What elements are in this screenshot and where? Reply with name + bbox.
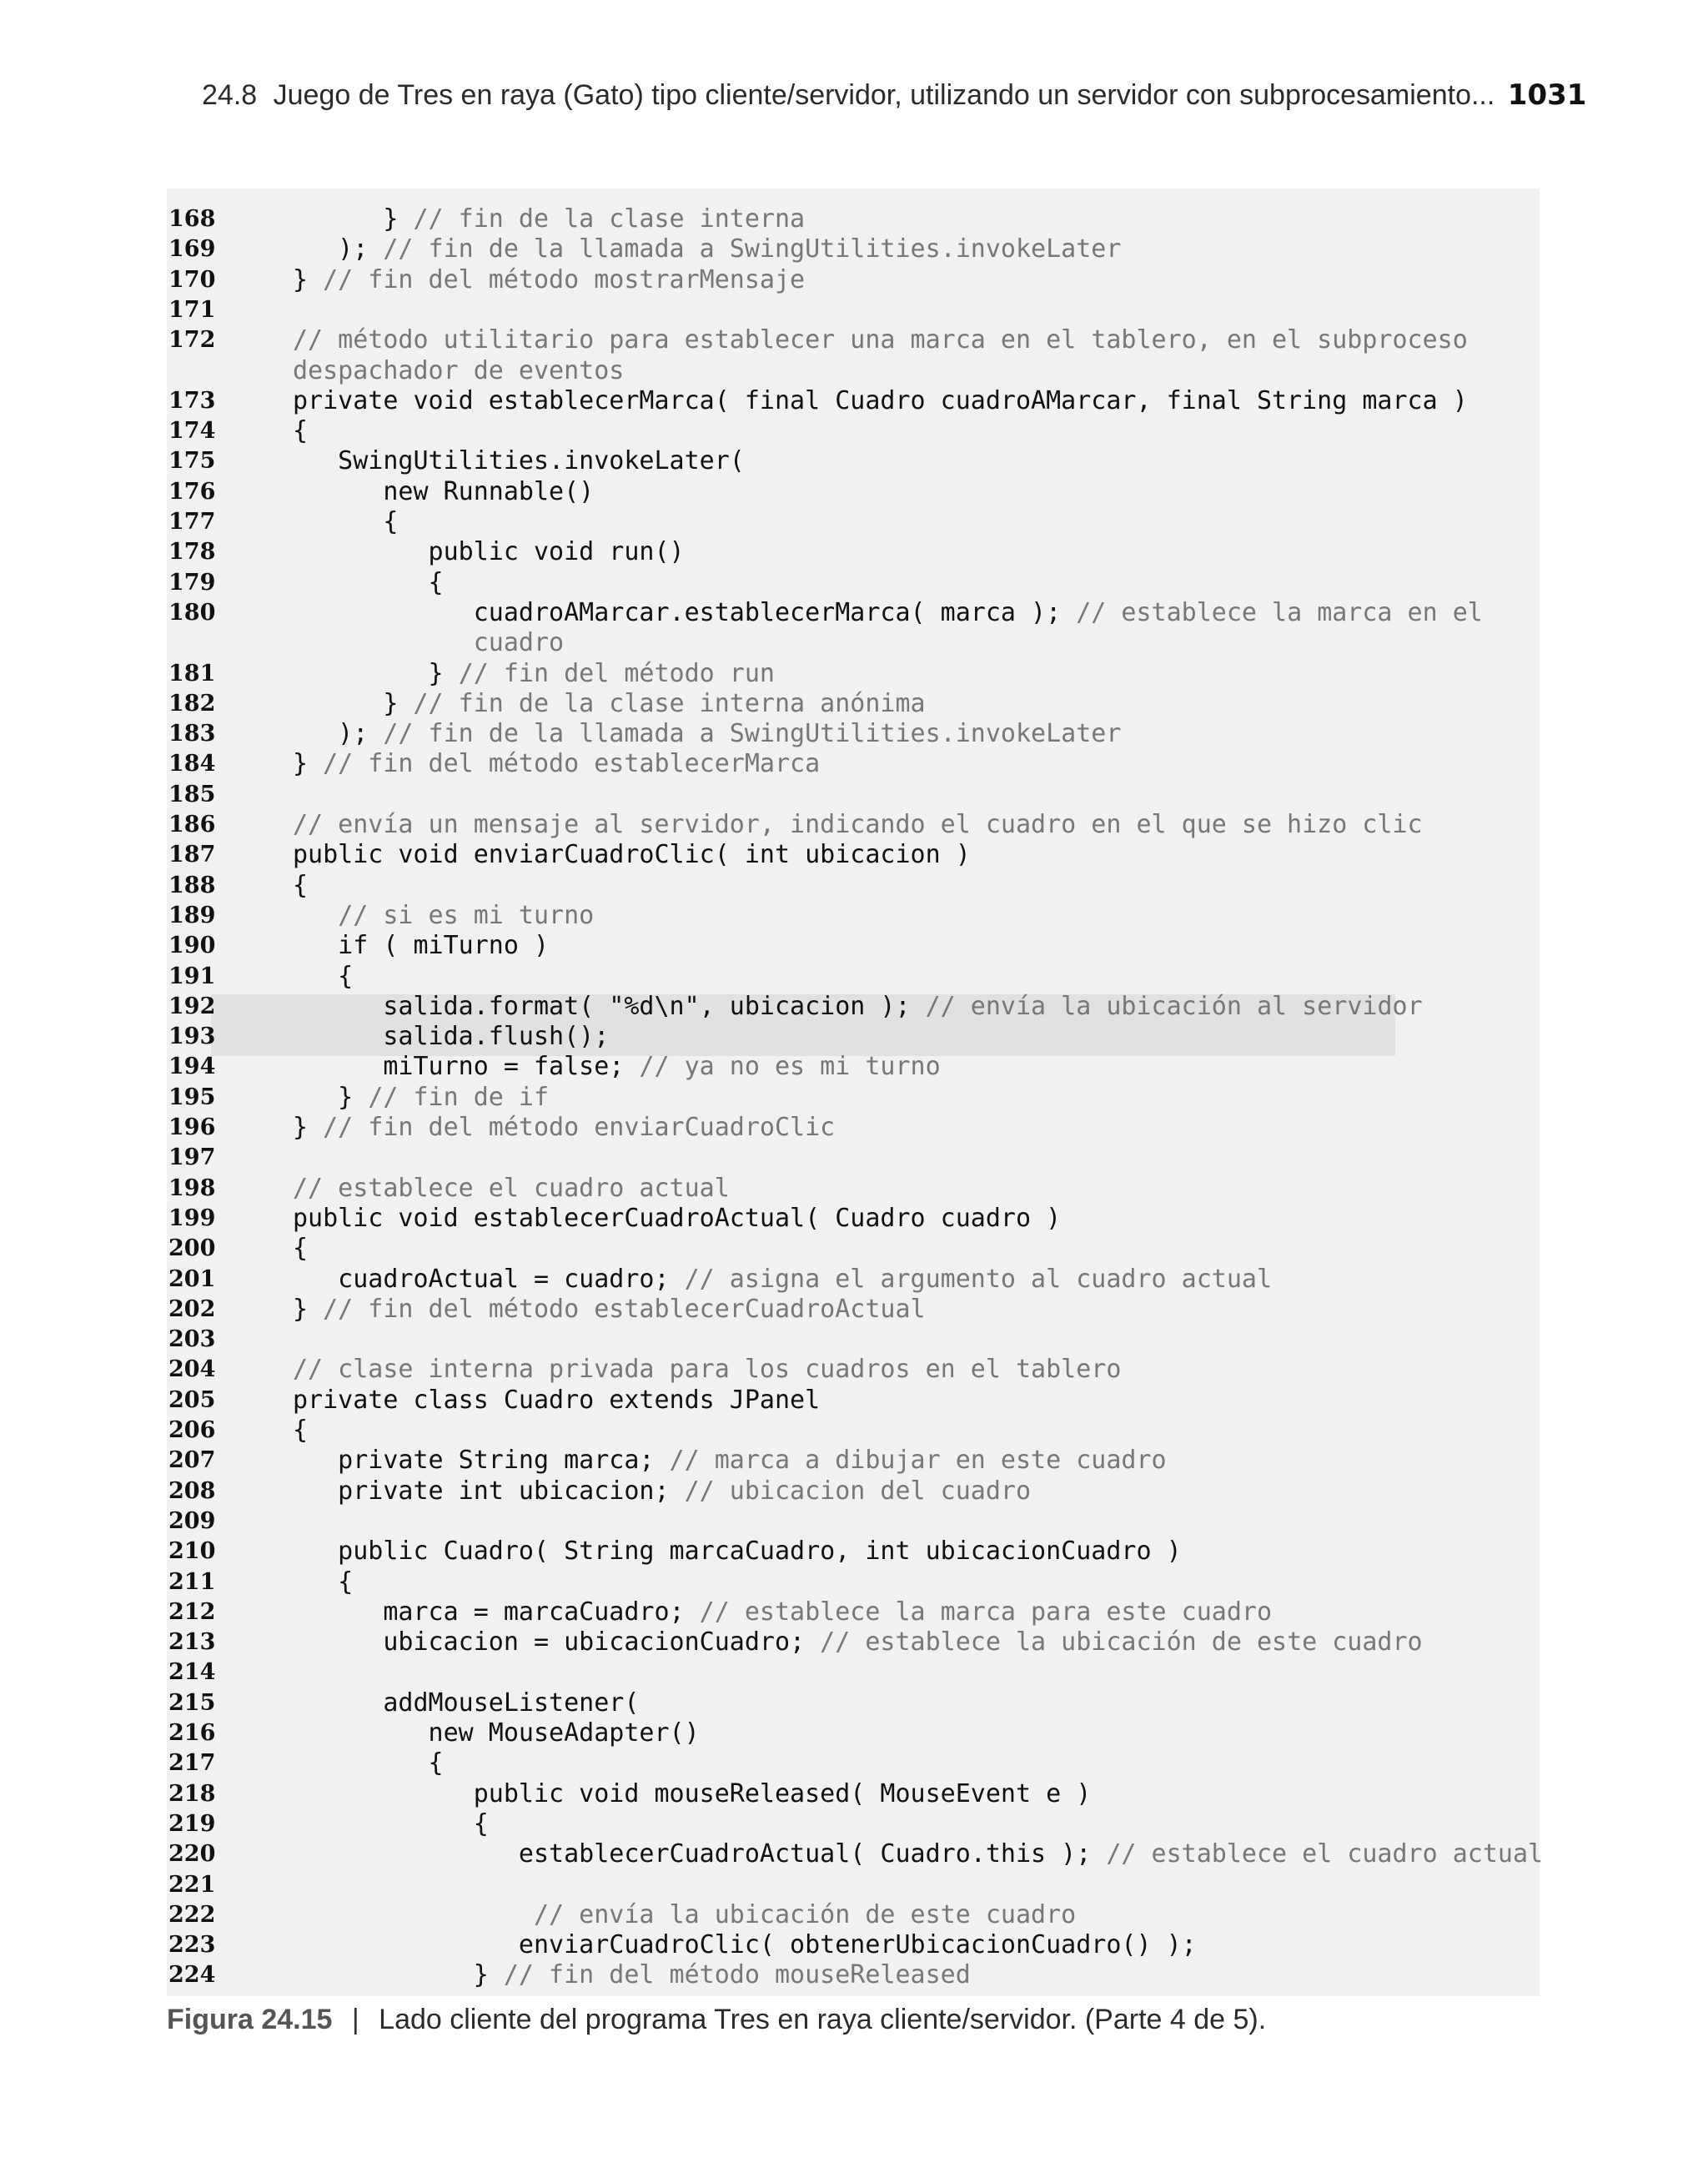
- code-text: [293, 901, 338, 930]
- code-line: [167, 1083, 1540, 1113]
- code-comment: // fin del método mostrarMensaje: [323, 264, 806, 294]
- code-line: [167, 1113, 1540, 1143]
- line-number: 186: [168, 812, 216, 837]
- code-comment: // método utilitario para establecer una marca en el tablero, en el subproceso: [293, 325, 1468, 355]
- code-line: [167, 1627, 1540, 1657]
- line-number: 206: [168, 1417, 216, 1443]
- line-number: 180: [168, 599, 216, 626]
- line-number: 204: [168, 1356, 216, 1383]
- code-text: salida.format( "%d\n", ubicacion );: [293, 991, 926, 1021]
- code-comment: // clase interna privada para los cuadros en el tablero: [293, 1355, 1122, 1385]
- code-text: establecerCuadroActual( Cuadro.this );: [293, 1839, 1107, 1869]
- code-line: [167, 1657, 1540, 1688]
- code-text: }: [293, 204, 414, 234]
- line-number: 220: [168, 1841, 216, 1868]
- code-text: addMouseListener(: [293, 1688, 640, 1718]
- line-number: 190: [168, 933, 216, 959]
- code-line: [167, 446, 1540, 476]
- line-text: [293, 689, 926, 719]
- code-text: public void run(): [293, 537, 685, 567]
- line-number: 213: [168, 1629, 216, 1656]
- line-text: [293, 749, 820, 779]
- line-text: [293, 1113, 835, 1143]
- line-text: [293, 204, 805, 234]
- code-text: public void establecerCuadroActual( Cuadro cuadro ): [293, 1203, 1062, 1233]
- line-number: 218: [168, 1780, 216, 1807]
- line-text: [293, 1476, 1031, 1506]
- code-line: [167, 780, 1540, 810]
- code-line: [167, 689, 1540, 719]
- line-text: [293, 992, 1423, 1022]
- line-text: [293, 598, 1483, 628]
- line-text: [293, 356, 624, 386]
- line-number: 201: [168, 1265, 216, 1292]
- line-number: 168: [168, 206, 216, 232]
- code-line: [167, 1234, 1540, 1264]
- code-text: }: [293, 264, 324, 294]
- code-text: enviarCuadroClic( obtenerUbicacionCuadro() );: [293, 1930, 1197, 1960]
- code-text: }: [293, 1960, 504, 1990]
- code-text: );: [293, 719, 384, 749]
- code-text: ubicacion = ubicacionCuadro;: [293, 1627, 821, 1657]
- line-number: 224: [168, 1962, 216, 1989]
- code-line: [167, 1143, 1540, 1173]
- code-text: {: [293, 1234, 309, 1264]
- line-text: [293, 628, 564, 658]
- line-number: 183: [168, 721, 216, 747]
- code-comment: // fin de if: [368, 1082, 550, 1112]
- code-line: [167, 1204, 1540, 1234]
- code-line: [167, 204, 1540, 234]
- code-text: [293, 628, 474, 657]
- code-text: salida.flush();: [293, 1022, 610, 1052]
- code-line: [167, 840, 1540, 870]
- line-number: 169: [168, 236, 216, 263]
- code-comment: // establece el cuadro actual: [293, 1173, 730, 1203]
- code-text: [293, 1900, 534, 1929]
- line-number: 175: [168, 448, 216, 475]
- line-text: [293, 1537, 1182, 1567]
- code-text: }: [293, 1294, 324, 1324]
- line-number: 178: [168, 539, 216, 566]
- code-line: [167, 325, 1540, 355]
- code-comment: cuadro: [473, 628, 565, 658]
- line-number: 187: [168, 842, 216, 868]
- line-number: 184: [168, 751, 216, 777]
- line-text: [293, 1174, 730, 1204]
- line-text: [293, 1688, 639, 1718]
- line-number: 207: [168, 1447, 216, 1474]
- code-line: [167, 1416, 1540, 1446]
- code-line: [167, 931, 1540, 961]
- code-text: }: [293, 1082, 369, 1112]
- line-number: 210: [168, 1538, 216, 1565]
- code-line: [167, 1930, 1540, 1960]
- line-text: [293, 1930, 1197, 1960]
- code-line: [167, 1265, 1540, 1295]
- code-comment: // establece la marca en el: [1076, 597, 1483, 627]
- code-line: [167, 416, 1540, 446]
- code-text: private int ubicacion;: [293, 1476, 685, 1506]
- line-number: 191: [168, 963, 216, 989]
- line-text: [293, 1567, 353, 1597]
- line-text: [293, 931, 549, 961]
- running-title: Juego de Tres en raya (Gato) tipo cliente/servidor, utilizando un servidor con subprocesamiento...: [273, 79, 1495, 111]
- code-line: [167, 568, 1540, 598]
- code-text: public Cuadro( String marcaCuadro, int ubicacionCuadro ): [293, 1537, 1182, 1567]
- line-number: 216: [168, 1720, 216, 1746]
- line-text: [293, 1718, 700, 1748]
- code-line: [167, 659, 1540, 689]
- code-line: [167, 1052, 1540, 1082]
- line-number: 179: [168, 569, 216, 596]
- code-text: private void establecerMarca( final Cuadro cuadroAMarcar, final String marca ): [293, 385, 1468, 415]
- line-number: 193: [168, 1024, 216, 1050]
- line-number: 202: [168, 1295, 216, 1322]
- code-text: {: [293, 1748, 444, 1778]
- line-number: 211: [168, 1568, 216, 1595]
- line-number: 185: [168, 781, 216, 807]
- line-text: [293, 719, 1121, 749]
- code-line: [167, 598, 1540, 628]
- code-text: {: [293, 567, 444, 597]
- line-text: [293, 1083, 549, 1113]
- line-number: 212: [168, 1598, 216, 1625]
- code-comment: // fin de la llamada a SwingUtilities.invokeLater: [383, 719, 1122, 749]
- line-text: [293, 1386, 820, 1416]
- code-line: [167, 234, 1540, 264]
- line-text: [293, 962, 353, 992]
- line-number: 189: [168, 902, 216, 928]
- code-line: [167, 1174, 1540, 1204]
- line-text: [293, 446, 745, 476]
- caption-text: Lado cliente del programa Tres en raya cliente/servidor. (Parte 4 de 5).: [379, 2004, 1267, 2035]
- code-comment: // ya no es mi turno: [639, 1052, 941, 1082]
- line-number: 195: [168, 1084, 216, 1110]
- figure-caption: [167, 2004, 1266, 2036]
- code-text: {: [293, 1567, 354, 1597]
- line-text: [293, 1779, 1091, 1809]
- line-text: [293, 810, 1423, 840]
- line-text: [293, 537, 685, 567]
- code-line: [167, 1960, 1540, 1990]
- code-line: [167, 992, 1540, 1022]
- code-line: [167, 1809, 1540, 1839]
- line-number: 219: [168, 1810, 216, 1837]
- code-line: [167, 871, 1540, 901]
- code-line: [167, 1386, 1540, 1416]
- code-text: {: [293, 1416, 309, 1445]
- line-number: 170: [168, 266, 216, 293]
- caption-separator: |: [351, 2004, 359, 2035]
- code-line: [167, 810, 1540, 840]
- line-text: [293, 416, 308, 446]
- code-line: [167, 1325, 1540, 1355]
- line-text: [293, 234, 1121, 264]
- code-comment: // fin del método establecerMarca: [323, 749, 821, 779]
- line-number: 194: [168, 1054, 216, 1080]
- code-comment: // envía un mensaje al servidor, indicando el cuadro en el que se hizo clic: [293, 810, 1423, 839]
- line-number: 223: [168, 1932, 216, 1959]
- code-comment: // envía la ubicación de este cuadro: [533, 1899, 1077, 1929]
- line-text: [293, 1748, 444, 1778]
- line-number: 192: [168, 993, 216, 1019]
- code-text: );: [293, 234, 384, 264]
- line-text: [293, 1265, 1272, 1295]
- line-number: 172: [168, 327, 216, 354]
- page-number: 1031: [1507, 78, 1587, 112]
- line-number: 222: [168, 1901, 216, 1928]
- code-line: [167, 1870, 1540, 1900]
- code-comment: // si es mi turno: [338, 900, 595, 930]
- code-comment: // establece la ubicación de este cuadro: [820, 1627, 1423, 1657]
- line-text: [293, 1627, 1423, 1657]
- line-text: [293, 659, 775, 689]
- line-text: [293, 477, 594, 507]
- code-line: [167, 386, 1540, 416]
- code-line: [167, 1022, 1540, 1052]
- code-line: [167, 1476, 1540, 1506]
- section-number: 24.8: [202, 79, 258, 111]
- code-line: [167, 295, 1540, 325]
- line-number: 188: [168, 872, 216, 898]
- code-line: [167, 507, 1540, 537]
- code-line: [167, 1597, 1540, 1627]
- code-comment: // asigna el argumento al cuadro actual: [684, 1264, 1273, 1294]
- line-text: [293, 840, 971, 870]
- line-text: [293, 1052, 941, 1082]
- code-comment: // fin de la llamada a SwingUtilities.invokeLater: [383, 234, 1122, 264]
- code-text: cuadroAMarcar.establecerMarca( marca );: [293, 597, 1077, 627]
- code-line: [167, 1779, 1540, 1809]
- code-comment: // fin del método run: [458, 658, 775, 688]
- line-number: 209: [168, 1507, 216, 1534]
- code-line: [167, 1688, 1540, 1718]
- code-text: }: [293, 749, 324, 779]
- code-line: [167, 356, 1540, 386]
- code-text: marca = marcaCuadro;: [293, 1597, 700, 1627]
- line-text: [293, 1809, 489, 1839]
- code-line: [167, 1567, 1540, 1597]
- line-text: [293, 1597, 1272, 1627]
- code-line: [167, 1537, 1540, 1567]
- line-number: 171: [168, 296, 216, 323]
- code-line: [167, 901, 1540, 931]
- figure-label: Figura 24.15: [167, 2004, 333, 2035]
- line-text: [293, 1204, 1061, 1234]
- line-text: [293, 1234, 308, 1264]
- line-text: [293, 507, 398, 537]
- code-comment: // marca a dibujar en este cuadro: [669, 1446, 1167, 1476]
- line-number: 215: [168, 1689, 216, 1716]
- code-line: [167, 1900, 1540, 1930]
- code-text: private String marca;: [293, 1446, 670, 1476]
- code-text: {: [293, 1808, 489, 1838]
- code-comment: despachador de eventos: [293, 355, 625, 385]
- code-text: }: [293, 1113, 324, 1142]
- code-line: [167, 719, 1540, 749]
- line-number: 198: [168, 1175, 216, 1201]
- code-line: [167, 1718, 1540, 1748]
- code-text: miTurno = false;: [293, 1052, 640, 1082]
- line-text: [293, 1960, 971, 1990]
- line-number: 214: [168, 1659, 216, 1686]
- line-text: [293, 386, 1468, 416]
- code-text: }: [293, 658, 459, 688]
- line-text: [293, 265, 805, 295]
- line-number: 196: [168, 1114, 216, 1140]
- line-text: [293, 1355, 1121, 1385]
- line-text: [293, 901, 594, 931]
- code-text: new Runnable(): [293, 476, 595, 506]
- code-text: public void enviarCuadroClic( int ubicacion ): [293, 840, 971, 870]
- code-line: [167, 1748, 1540, 1778]
- code-comment: // fin de la clase interna: [413, 204, 806, 234]
- code-comment: // ubicacion del cuadro: [684, 1476, 1032, 1506]
- line-number: 221: [168, 1871, 216, 1898]
- code-comment: // establece la marca para este cuadro: [699, 1597, 1273, 1627]
- code-comment: // establece el cuadro actual: [1106, 1839, 1544, 1869]
- code-line: [167, 962, 1540, 992]
- line-text: [293, 1900, 1076, 1930]
- code-text: public void mouseReleased( MouseEvent e ): [293, 1778, 1092, 1808]
- code-text: if ( miTurno ): [293, 931, 550, 961]
- line-number: 217: [168, 1750, 216, 1777]
- line-number: 177: [168, 509, 216, 535]
- line-number: 182: [168, 690, 216, 717]
- page-header: [202, 78, 1587, 112]
- code-line: [167, 1295, 1540, 1325]
- line-number: 176: [168, 478, 216, 505]
- line-text: [293, 1839, 1543, 1869]
- line-number: 200: [168, 1235, 216, 1262]
- code-text: }: [293, 688, 414, 718]
- code-line: [167, 537, 1540, 567]
- line-number: 208: [168, 1477, 216, 1504]
- line-number: 174: [168, 418, 216, 445]
- code-comment: // fin del método enviarCuadroClic: [323, 1113, 836, 1142]
- code-line: [167, 477, 1540, 507]
- code-text: {: [293, 961, 354, 991]
- line-text: [293, 568, 444, 598]
- line-number: 173: [168, 387, 216, 414]
- code-line: [167, 628, 1540, 658]
- code-comment: // fin del método mouseReleased: [503, 1960, 971, 1990]
- line-text: [293, 1022, 609, 1052]
- code-line: [167, 1506, 1540, 1537]
- code-comment: // envía la ubicación al servidor: [925, 991, 1423, 1021]
- code-text: {: [293, 870, 309, 900]
- line-number: 199: [168, 1205, 216, 1231]
- line-text: [293, 871, 308, 901]
- line-number: 181: [168, 660, 216, 687]
- code-text: private class Cuadro extends JPanel: [293, 1385, 821, 1415]
- code-line: [167, 265, 1540, 295]
- code-text: SwingUtilities.invokeLater(: [293, 446, 745, 476]
- line-number: 203: [168, 1326, 216, 1353]
- code-line: [167, 1839, 1544, 1869]
- line-text: [293, 1416, 308, 1446]
- line-number: 197: [168, 1144, 216, 1171]
- code-comment: // fin del método establecerCuadroActual: [323, 1294, 926, 1324]
- code-text: new MouseAdapter(): [293, 1718, 700, 1748]
- line-text: [293, 1446, 1167, 1476]
- line-number: 205: [168, 1386, 216, 1413]
- code-text: {: [293, 507, 399, 536]
- code-text: cuadroActual = cuadro;: [293, 1264, 685, 1294]
- code-line: [167, 749, 1540, 779]
- code-line: [167, 1355, 1540, 1385]
- line-text: [293, 1295, 926, 1325]
- line-text: [293, 325, 1468, 355]
- code-text: {: [293, 416, 309, 446]
- code-line: [167, 1446, 1540, 1476]
- code-comment: // fin de la clase interna anónima: [413, 688, 926, 718]
